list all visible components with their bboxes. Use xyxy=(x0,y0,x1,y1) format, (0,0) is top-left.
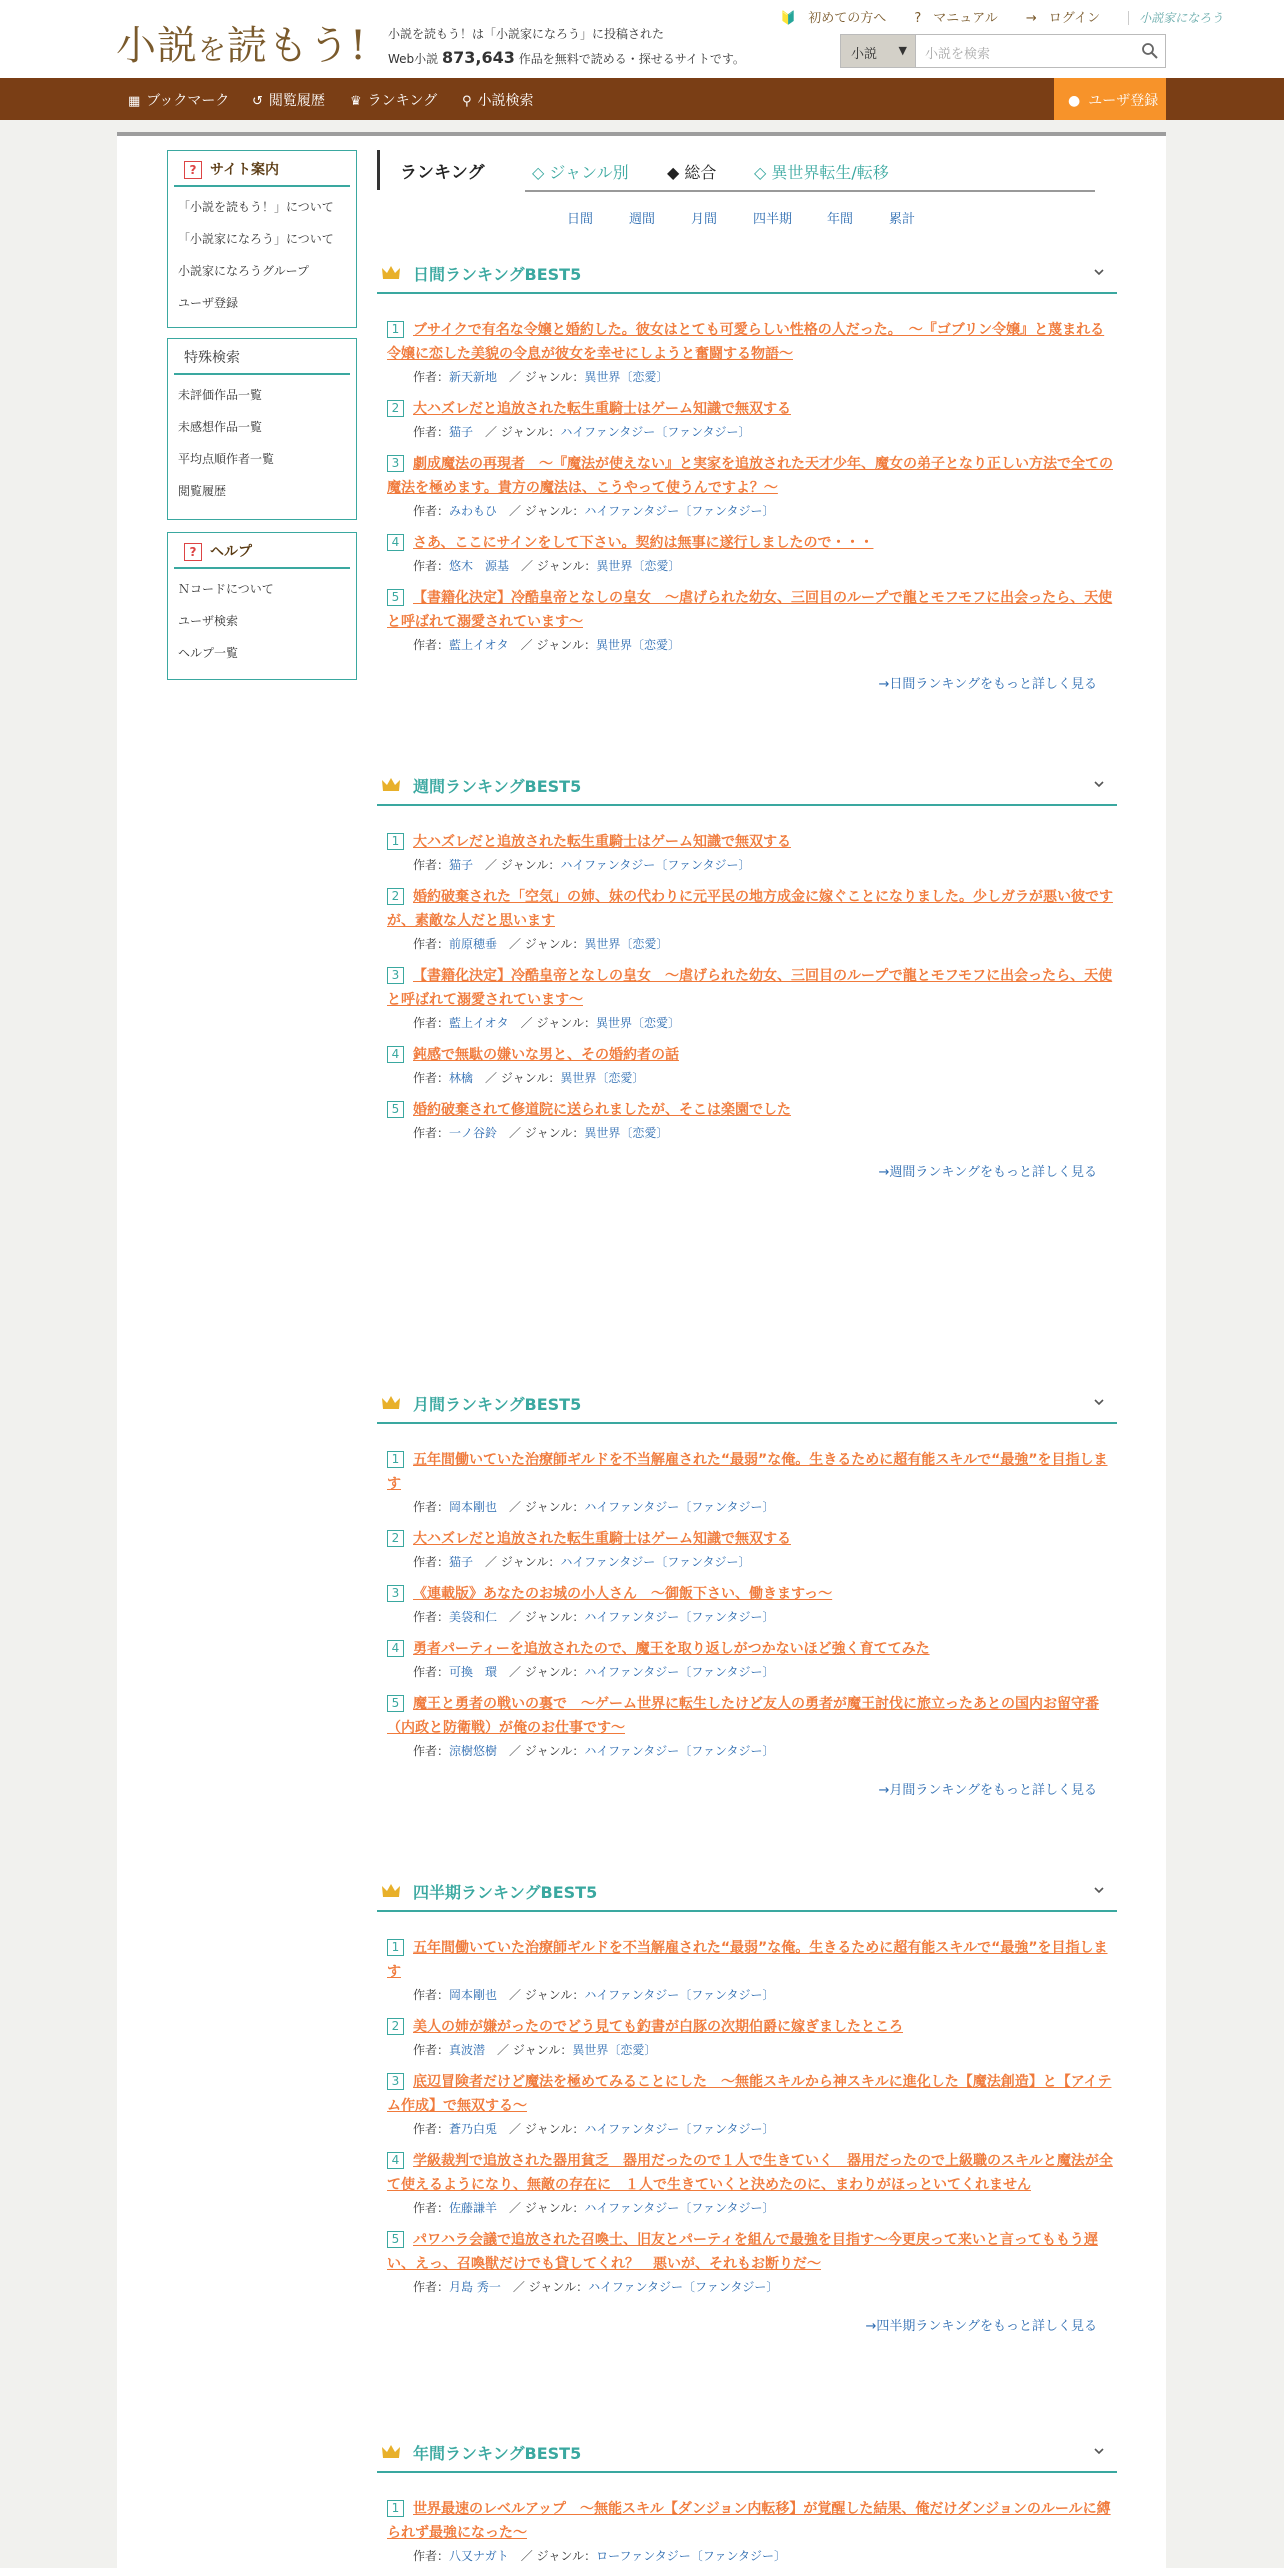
novel-meta xyxy=(387,1553,1117,1570)
ranking-tabs xyxy=(377,150,1097,190)
author-label: 作者： xyxy=(413,858,450,872)
author-label: 作者： xyxy=(413,1500,450,1514)
novel-title-link[interactable]: 世界最速のレベルアップ ～無能スキル【ダンジョン内転移】が覚醒した結果、俺だけダンジョンのルールに縛られず最強になった～ xyxy=(387,2501,1111,2541)
author-label: 作者： xyxy=(413,1071,450,1085)
novel-title-link[interactable]: 【書籍化決定】冷酷皇帝となしの皇女 ～虐げられた幼女、三回目のループで龍とモフモフに出会ったら、天使と呼ばれて溺愛されています～ xyxy=(387,968,1113,1008)
genre-label: ／ ジャンル： xyxy=(509,1126,585,1140)
rank-number: 1 xyxy=(387,833,404,850)
sidebar-heading: ? サイト案内 xyxy=(174,151,350,187)
novel-meta xyxy=(387,423,1117,440)
logo-text-3: 読もう! xyxy=(227,23,368,69)
login-icon: → xyxy=(1025,11,1037,26)
ranking-item xyxy=(377,318,1117,385)
tab-isekai[interactable]: ◇ 異世界転生/転移 xyxy=(754,163,889,182)
author-label: 作者： xyxy=(413,1744,450,1758)
author-link[interactable]: 前原穂垂 xyxy=(449,937,498,951)
novel-title-link[interactable]: 魔王と勇者の戦いの裏で ～ゲーム世界に転生したけど友人の勇者が魔王討伐に旅立ったあとの国内お留守番（内政と防衛戦）が俺のお仕事です～ xyxy=(387,1696,1099,1736)
rank-number: 3 xyxy=(387,1585,404,1602)
novel-meta xyxy=(387,1498,1117,1515)
genre-link[interactable]: ハイファンタジー〔ファンタジー〕 xyxy=(584,1610,775,1624)
novel-meta xyxy=(387,2041,1117,2058)
author-label: 作者： xyxy=(413,1555,450,1569)
genre-link[interactable]: ローファンタジー〔ファンタジー〕 xyxy=(596,2549,787,2563)
crown-icon xyxy=(381,264,401,282)
genre-link[interactable]: 異世界〔恋愛〕 xyxy=(595,1016,680,1030)
link-manual[interactable]: ? マニュアル xyxy=(914,11,998,26)
author-link[interactable]: 岡本剛也 xyxy=(449,1500,498,1514)
author-link[interactable]: みわもひ xyxy=(449,504,498,518)
genre-link[interactable]: ハイファンタジー〔ファンタジー〕 xyxy=(584,1665,775,1679)
site-header xyxy=(0,0,1284,78)
sidebar-item[interactable]: 未感想作品一覧 xyxy=(178,420,263,434)
ranking-header[interactable] xyxy=(377,2433,1117,2473)
page-title: ランキング xyxy=(377,150,485,190)
genre-label: ／ ジャンル： xyxy=(509,1744,585,1758)
novel-meta xyxy=(387,557,1117,574)
rank-number: 1 xyxy=(387,1451,404,1468)
nav-bookmark[interactable]: ▦ ブックマーク xyxy=(128,93,230,109)
author-link[interactable]: 可換 環 xyxy=(449,1665,498,1679)
novel-meta xyxy=(387,1014,1117,1031)
author-link[interactable]: 藍上イオタ xyxy=(449,1016,509,1030)
tab-overall[interactable]: ◆ 総合 xyxy=(667,163,717,182)
ranking-title: 月間ランキングBEST5 xyxy=(413,1395,582,1414)
ranking-item xyxy=(377,2015,1117,2058)
diamond-outline-icon: ◇ xyxy=(532,163,550,182)
period-tabs xyxy=(377,208,1097,232)
ranking-item xyxy=(377,586,1117,653)
search-box xyxy=(840,34,1166,68)
ranking-header[interactable] xyxy=(377,1384,1117,1424)
novel-title-link[interactable]: 婚約破棄されて修道院に送られましたが、そこは楽園でした xyxy=(413,1102,791,1118)
genre-link[interactable]: ハイファンタジー〔ファンタジー〕 xyxy=(584,1988,775,2002)
genre-label: ／ ジャンル： xyxy=(509,504,585,518)
genre-link[interactable]: ハイファンタジー〔ファンタジー〕 xyxy=(584,2201,775,2215)
novel-title-link[interactable]: 大ハズレだと追放された転生重騎士はゲーム知識で無双する xyxy=(413,1531,791,1547)
ranking-yearly xyxy=(377,2433,1117,2564)
tab-genre[interactable]: ◇ ジャンル別 xyxy=(532,163,629,182)
genre-label: ／ ジャンル： xyxy=(509,937,585,951)
author-label: 作者： xyxy=(413,559,450,573)
tab-weekly[interactable]: 週間 xyxy=(629,212,656,227)
rank-number: 5 xyxy=(387,1695,404,1712)
author-link[interactable]: 蒼乃白兎 xyxy=(449,2122,498,2136)
novel-title-link[interactable]: 鈍感で無駄の嫌いな男と、その婚約者の話 xyxy=(413,1047,679,1063)
tab-total[interactable]: 累計 xyxy=(889,212,916,227)
rank-number: 2 xyxy=(387,1530,404,1547)
novel-title-link[interactable]: 勇者パーティーを追放されたので、魔王を取り返しがつかないほど強く育ててみた xyxy=(413,1641,930,1657)
rank-number: 1 xyxy=(387,321,404,338)
work-count: 873,643 xyxy=(442,48,515,67)
search-type-select[interactable]: 小説 ▼ xyxy=(841,35,916,67)
genre-link[interactable]: ハイファンタジー〔ファンタジー〕 xyxy=(584,1500,775,1514)
rank-number: 5 xyxy=(387,589,404,606)
ranking-item xyxy=(377,2497,1117,2564)
author-label: 作者： xyxy=(413,370,450,384)
crown-icon xyxy=(381,2443,401,2461)
nav-search[interactable]: ⚲ 小説検索 xyxy=(462,93,534,109)
novel-title-link[interactable]: 【書籍化決定】冷酷皇帝となしの皇女 ～虐げられた幼女、三回目のループで龍とモフモフに出会ったら、天使と呼ばれて溺愛されています～ xyxy=(387,590,1113,630)
novel-meta xyxy=(387,368,1117,385)
novel-title-link[interactable]: 《連載版》あなたのお城の小人さん ～御飯下さい、働きますっ～ xyxy=(413,1586,833,1602)
genre-link[interactable]: ハイファンタジー〔ファンタジー〕 xyxy=(560,1555,751,1569)
sidebar-heading: ? ヘルプ xyxy=(174,533,350,569)
rank-number: 2 xyxy=(387,2018,404,2035)
novel-title-link[interactable]: 五年間働いていた治療師ギルドを不当解雇された“最弱”な俺。生きるために超有能スキルで“最強”を目指します xyxy=(387,1452,1108,1492)
genre-label: ／ ジャンル： xyxy=(485,1555,561,1569)
novel-title-link[interactable]: 大ハズレだと追放された転生重騎士はゲーム知識で無双する xyxy=(413,401,791,417)
crown-icon: ♛ xyxy=(350,94,362,109)
author-label: 作者： xyxy=(413,1610,450,1624)
author-link[interactable]: 猫子 xyxy=(449,425,474,439)
user-icon: ● xyxy=(1068,93,1081,109)
rank-number: 2 xyxy=(387,888,404,905)
sidebar-item[interactable]: 平均点順作者一覧 xyxy=(178,452,275,466)
sidebar-item[interactable]: ユーザ検索 xyxy=(178,614,239,628)
genre-label: ／ ジャンル： xyxy=(485,425,561,439)
genre-label: ／ ジャンル： xyxy=(520,638,596,652)
novel-title-link[interactable]: さあ、ここにサインをして下さい。契約は無事に遂行しましたので・・・ xyxy=(413,535,874,551)
ranking-title: 年間ランキングBEST5 xyxy=(413,2444,582,2463)
novel-meta xyxy=(387,1663,1117,1680)
search-input[interactable]: 小説を検索 xyxy=(925,47,991,62)
chevron-down-icon[interactable] xyxy=(1093,1884,1105,1896)
sidebar-special-search xyxy=(167,338,357,520)
genre-link[interactable]: ハイファンタジー〔ファンタジー〕 xyxy=(588,2280,779,2294)
novel-title-link[interactable]: 五年間働いていた治療師ギルドを不当解雇された“最弱”な俺。生きるために超有能スキルで“最強”を目指します xyxy=(387,1940,1108,1980)
sidebar-item[interactable]: 「小説家になろう」について xyxy=(178,232,334,246)
genre-label: ／ ジャンル： xyxy=(509,1988,585,2002)
chevron-down-icon[interactable] xyxy=(1093,778,1105,790)
ranking-header[interactable] xyxy=(377,254,1117,294)
sidebar-item[interactable]: 「小説を読もう！」について xyxy=(178,200,334,214)
book-icon: 🔰 xyxy=(780,11,797,26)
question-icon: ? xyxy=(914,11,922,26)
ranking-item xyxy=(377,885,1117,952)
rank-number: 4 xyxy=(387,2152,404,2169)
ranking-item xyxy=(377,2228,1117,2295)
author-label: 作者： xyxy=(413,2122,450,2136)
chevron-down-icon: ▼ xyxy=(898,44,907,57)
more-ranking-link[interactable]: →四半期ランキングをもっと詳しく見る xyxy=(865,2319,1097,2334)
crown-icon xyxy=(381,1394,401,1412)
genre-label: ／ ジャンル： xyxy=(509,370,585,384)
novel-title-link[interactable]: ブサイクで有名な令嬢と婚約した。彼女はとても可愛らしい性格の人だった。 ～『ゴブリン令嬢』と蔑まれる令嬢に恋した美貌の令息が彼女を幸せにしようと奮闘する物語～ xyxy=(387,322,1105,362)
ranking-item xyxy=(377,1692,1117,1759)
sidebar-item[interactable]: 未評価作品一覧 xyxy=(178,388,263,402)
author-link[interactable]: 真波潜 xyxy=(449,2043,486,2057)
author-label: 作者： xyxy=(413,1126,450,1140)
author-label: 作者： xyxy=(413,1988,450,2002)
question-icon: ? xyxy=(184,543,202,561)
top-links xyxy=(780,7,1235,26)
author-link[interactable]: 猫子 xyxy=(449,1555,474,1569)
author-link[interactable]: 涼樹悠樹 xyxy=(449,1744,498,1758)
author-label: 作者： xyxy=(413,504,450,518)
novel-meta xyxy=(387,502,1117,519)
main-content xyxy=(117,132,1166,2568)
genre-label: ／ ジャンル： xyxy=(512,2280,589,2294)
author-link[interactable]: 八又ナガト xyxy=(449,2549,509,2563)
genre-label: ／ ジャンル： xyxy=(520,1016,596,1030)
genre-link[interactable]: ハイファンタジー〔ファンタジー〕 xyxy=(560,858,751,872)
genre-link[interactable]: ハイファンタジー〔ファンタジー〕 xyxy=(560,425,751,439)
ranking-item xyxy=(377,964,1117,1031)
author-link[interactable]: 一ノ谷鈴 xyxy=(449,1126,498,1140)
genre-label: ／ ジャンル： xyxy=(520,2549,597,2563)
genre-label: ／ ジャンル： xyxy=(485,1071,561,1085)
genre-label: ／ ジャンル： xyxy=(509,1610,585,1624)
sidebar-item[interactable]: ユーザ登録 xyxy=(178,296,239,310)
genre-link[interactable]: 異世界〔恋愛〕 xyxy=(584,937,669,951)
novel-meta xyxy=(387,2278,1117,2295)
ranking-item xyxy=(377,531,1117,574)
ranking-daily xyxy=(377,254,1117,692)
tab-divider xyxy=(525,190,1095,192)
genre-link[interactable]: 異世界〔恋愛〕 xyxy=(560,1071,645,1085)
sidebar-item[interactable]: ヘルプ一覧 xyxy=(178,646,239,660)
genre-label: ／ ジャンル： xyxy=(509,1665,585,1679)
more-ranking-link[interactable]: →月間ランキングをもっと詳しく見る xyxy=(878,1783,1097,1798)
ranking-item xyxy=(377,2070,1117,2137)
ranking-item xyxy=(377,1098,1117,1141)
rank-number: 4 xyxy=(387,1640,404,1657)
novel-title-link[interactable]: 学級裁判で追放された器用貧乏 器用だったので１人で生きていく 器用だったので上級職のスキルと魔法が全て使えるようになり、無敵の存在に １人で生きていくと決めたのに、まわりがほっといてくれません xyxy=(387,2153,1113,2193)
genre-link[interactable]: 異世界〔恋愛〕 xyxy=(572,2043,657,2057)
crown-icon xyxy=(381,776,401,794)
sidebar-site-info xyxy=(167,150,357,328)
logo-text-1: 小説 xyxy=(116,23,198,69)
naro-logo-link[interactable]: 小説家になろう xyxy=(1128,11,1223,25)
novel-title-link[interactable]: 底辺冒険者だけど魔法を極めてみることにした ～無能スキルから神スキルに進化した【魔法創造】と【アイテム作成】で無双する～ xyxy=(387,2074,1112,2114)
author-link[interactable]: 林檎 xyxy=(449,1071,474,1085)
novel-meta xyxy=(387,2120,1117,2137)
ranking-item xyxy=(377,1637,1117,1680)
novel-meta xyxy=(387,1069,1117,1086)
logo-text-2: を xyxy=(198,33,228,66)
nav-ranking[interactable]: ♛ ランキング xyxy=(350,93,438,109)
author-label: 作者： xyxy=(413,2280,450,2294)
rank-number: 3 xyxy=(387,2073,404,2090)
genre-link[interactable]: ハイファンタジー〔ファンタジー〕 xyxy=(584,2122,775,2136)
novel-meta xyxy=(387,1986,1117,2003)
novel-meta xyxy=(387,1608,1117,1625)
novel-meta xyxy=(387,2199,1117,2216)
author-label: 作者： xyxy=(413,2043,450,2057)
genre-label: ／ ジャンル： xyxy=(521,559,597,573)
more-ranking-link[interactable]: →週間ランキングをもっと詳しく見る xyxy=(878,1165,1097,1180)
ranking-monthly xyxy=(377,1384,1117,1798)
ranking-item xyxy=(377,1448,1117,1515)
genre-label: ／ ジャンル： xyxy=(509,2201,585,2215)
author-label: 作者： xyxy=(413,1016,450,1030)
author-link[interactable]: 月島 秀一 xyxy=(449,2280,501,2294)
ranking-header[interactable] xyxy=(377,766,1117,806)
tab-quarterly[interactable]: 四半期 xyxy=(753,212,793,227)
ranking-item xyxy=(377,397,1117,440)
genre-link[interactable]: ハイファンタジー〔ファンタジー〕 xyxy=(584,1744,775,1758)
nav-history[interactable]: ↺ 閲覧履歴 xyxy=(252,93,325,109)
novel-title-link[interactable]: 美人の姉が嫌がったのでどう見ても釣書が白豚の次期伯爵に嫁ぎましたところ xyxy=(413,2019,903,2035)
ranking-item xyxy=(377,1043,1117,1086)
link-login[interactable]: → ログイン xyxy=(1025,11,1101,26)
history-icon: ↺ xyxy=(252,94,263,109)
chevron-down-icon[interactable] xyxy=(1093,2445,1105,2457)
author-label: 作者： xyxy=(413,638,450,652)
author-label: 作者： xyxy=(413,425,450,439)
rank-number: 4 xyxy=(387,1046,404,1063)
search-icon: ⚲ xyxy=(462,94,472,109)
tab-daily[interactable]: 日間 xyxy=(567,212,594,227)
diamond-filled-icon: ◆ xyxy=(667,163,685,182)
genre-link[interactable]: 異世界〔恋愛〕 xyxy=(584,1126,669,1140)
ranking-item xyxy=(377,1582,1117,1625)
diamond-outline-icon: ◇ xyxy=(754,163,772,182)
sidebar-help xyxy=(167,532,357,680)
rank-number: 2 xyxy=(387,400,404,417)
grid-icon: ▦ xyxy=(128,94,141,109)
sidebar-item[interactable]: Ｎコードについて xyxy=(178,582,274,596)
author-link[interactable]: 猫子 xyxy=(449,858,474,872)
novel-title-link[interactable]: 大ハズレだと追放された転生重騎士はゲーム知識で無双する xyxy=(413,834,791,850)
more-ranking-link[interactable]: →日間ランキングをもっと詳しく見る xyxy=(878,677,1097,692)
author-link[interactable]: 新天新地 xyxy=(449,370,498,384)
novel-meta xyxy=(387,856,1117,873)
chevron-down-icon[interactable] xyxy=(1093,266,1105,278)
rank-number: 4 xyxy=(387,534,404,551)
author-label: 作者： xyxy=(413,1665,450,1679)
author-link[interactable]: 美袋和仁 xyxy=(449,1610,498,1624)
author-link[interactable]: 藍上イオタ xyxy=(449,638,509,652)
rank-number: 1 xyxy=(387,2500,404,2517)
tab-monthly[interactable]: 月間 xyxy=(691,212,718,227)
sidebar-item[interactable]: 小説家になろうグループ xyxy=(178,264,310,278)
tagline-line-1: 小説を読もう！は「小説家になろう」に投稿された xyxy=(388,27,665,41)
novel-title-link[interactable]: 婚約破棄された「空気」の姉、妹の代わりに元平民の地方成金に嫁ぐことになりました。少しガラが悪い彼ですが、素敵な人だと思います xyxy=(387,889,1113,929)
question-icon: ? xyxy=(184,161,202,179)
novel-meta xyxy=(387,1742,1117,1759)
ranking-item xyxy=(377,830,1117,873)
ranking-item xyxy=(377,452,1117,519)
link-beginner[interactable]: 🔰 初めての方へ xyxy=(780,11,887,26)
crown-icon xyxy=(381,1882,401,1900)
author-link[interactable]: 悠木 源基 xyxy=(449,559,510,573)
rank-number: 3 xyxy=(387,967,404,984)
sidebar-heading: 特殊検索 xyxy=(174,339,350,375)
sidebar-item[interactable]: 閲覧履歴 xyxy=(178,484,227,498)
chevron-down-icon[interactable] xyxy=(1093,1396,1105,1408)
site-tagline xyxy=(388,22,745,71)
genre-link[interactable]: 異世界〔恋愛〕 xyxy=(595,638,680,652)
ranking-title: 四半期ランキングBEST5 xyxy=(413,1883,598,1902)
author-label: 作者： xyxy=(413,2549,450,2563)
author-link[interactable]: 佐藤謙羊 xyxy=(449,2201,498,2215)
novel-title-link[interactable]: パワハラ会議で追放された召喚士、旧友とパーティを組んで最強を目指す～今更戻って来いと言ってももう遅い、えっ、召喚獣だけでも貸してくれ？ 悪いが、それもお断りだ～ xyxy=(387,2232,1098,2272)
novel-meta xyxy=(387,2547,1117,2564)
rank-number: 5 xyxy=(387,1101,404,1118)
author-label: 作者： xyxy=(413,937,450,951)
genre-label: ／ ジャンル： xyxy=(497,2043,573,2057)
genre-link[interactable]: 異世界〔恋愛〕 xyxy=(584,370,669,384)
ranking-title: 週間ランキングBEST5 xyxy=(413,777,582,796)
ranking-header[interactable] xyxy=(377,1872,1117,1912)
register-button[interactable]: ● ユーザ登録 xyxy=(1054,78,1166,120)
genre-link[interactable]: 異世界〔恋愛〕 xyxy=(596,559,681,573)
novel-meta xyxy=(387,636,1117,653)
novel-meta xyxy=(387,935,1117,952)
search-icon[interactable] xyxy=(1141,42,1159,60)
genre-label: ／ ジャンル： xyxy=(485,858,561,872)
novel-title-link[interactable]: 劇成魔法の再現者 ～『魔法が使えない』と実家を追放された天才少年、魔女の弟子となり正しい方法で全ての魔法を極めます。貴方の魔法は、こうやって使うんですよ？～ xyxy=(387,456,1113,496)
novel-meta xyxy=(387,1124,1117,1141)
author-label: 作者： xyxy=(413,2201,450,2215)
ranking-item xyxy=(377,2149,1117,2216)
ranking-weekly xyxy=(377,766,1117,1180)
site-logo[interactable] xyxy=(116,14,367,71)
tab-yearly[interactable]: 年間 xyxy=(827,212,854,227)
rank-number: 3 xyxy=(387,455,404,472)
genre-link[interactable]: ハイファンタジー〔ファンタジー〕 xyxy=(584,504,775,518)
rank-number: 5 xyxy=(387,2231,404,2248)
ranking-title: 日間ランキングBEST5 xyxy=(413,265,582,284)
rank-number: 1 xyxy=(387,1939,404,1956)
genre-label: ／ ジャンル： xyxy=(509,2122,585,2136)
ranking-item xyxy=(377,1936,1117,2003)
author-link[interactable]: 岡本剛也 xyxy=(449,1988,498,2002)
ranking-item xyxy=(377,1527,1117,1570)
genre-label: ／ ジャンル： xyxy=(509,1500,585,1514)
tagline-line-2: Web小説 873,643 作品を無料で読める・探せるサイトです。 xyxy=(388,48,745,67)
ranking-quarterly xyxy=(377,1872,1117,2334)
